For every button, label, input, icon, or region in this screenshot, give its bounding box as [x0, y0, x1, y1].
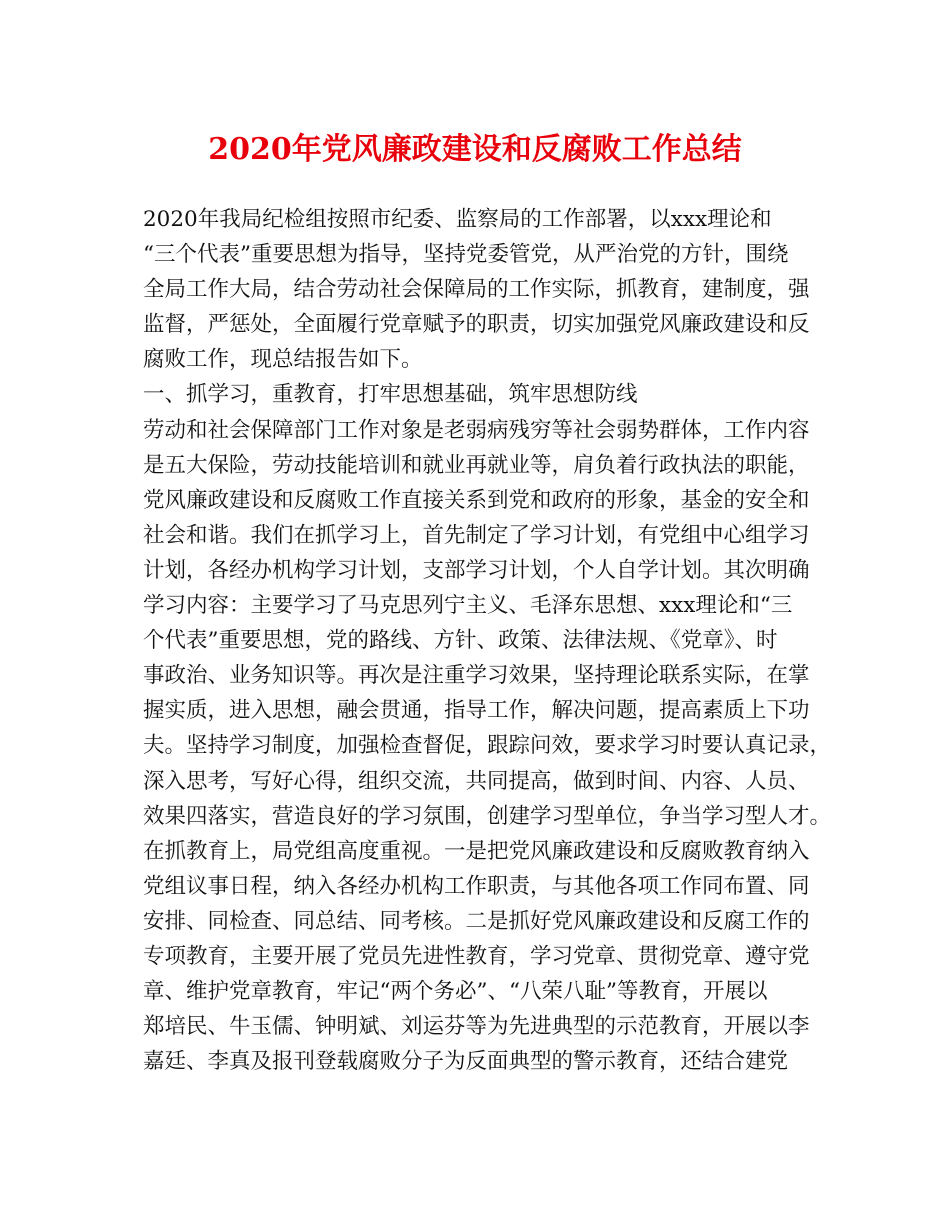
text-line: 章、维护党章教育，牢记“两个务必”、“八荣八耻”等教育，开展以	[143, 979, 768, 1005]
text-line: 党风廉政建设和反腐败工作直接关系到党和政府的形象，基金的安全和	[143, 487, 810, 513]
text-line: 深入思考，写好心得，组织交流，共同提高，做到时间、内容、人员、	[143, 768, 810, 794]
text-line: 嘉廷、李真及报刊登载腐败分子为反面典型的警示教育，还结合建党	[143, 1049, 789, 1075]
text-line: 2020年我局纪检组按照市纪委、监察局的工作部署，以xxx理论和	[143, 207, 772, 232]
text-line: 郑培民、牛玉儒、钟明斌、刘运芬等为先进典型的示范教育，开展以李	[143, 1014, 810, 1040]
text-line: 效果四落实，营造良好的学习氛围，创建学习型单位，争当学习型人才。	[143, 803, 832, 829]
text-line: 个代表”重要思想，党的路线、方针、政策、法律法规、《党章》、时	[143, 628, 778, 654]
text-line: 是五大保险，劳动技能培训和就业再就业等，肩负着行政执法的职能，	[143, 452, 810, 478]
text-line: 安排、同检查、同总结、同考核。二是抓好党风廉政建设和反腐工作的	[143, 908, 810, 934]
text-line: 计划，各经办机构学习计划，支部学习计划，个人自学计划。其次明确	[143, 557, 810, 583]
text-line: 腐败工作，现总结报告如下。	[143, 347, 423, 373]
text-line: 劳动和社会保障部门工作对象是老弱病残穷等社会弱势群体，工作内容	[143, 417, 810, 443]
text-line: 在抓教育上，局党组高度重视。一是把党风廉政建设和反腐败教育纳入	[143, 838, 810, 864]
text-line: 一、抓学习，重教育，打牢思想基础，筑牢思想防线	[143, 382, 638, 408]
document-body	[143, 202, 843, 1079]
text-line: 事政治、业务知识等。再次是注重学习效果，坚持理论联系实际，在掌	[143, 663, 810, 689]
text-line: 党组议事日程，纳入各经办机构工作职责，与其他各项工作同布置、同	[143, 873, 810, 899]
text-line: 社会和谐。我们在抓学习上，首先制定了学习计划，有党组中心组学习	[143, 522, 810, 548]
text-line: 学习内容：主要学习了马克思列宁主义、毛泽东思想、xxx理论和“三	[143, 593, 793, 619]
text-line: 专项教育，主要开展了党员先进性教育，学习党章、贯彻党章、遵守党	[143, 943, 810, 969]
document-title: 2020年党风廉政建设和反腐败工作总结	[208, 132, 742, 167]
text-line: 握实质，进入思想，融会贯通，指导工作，解决问题，提高素质上下功	[143, 698, 810, 724]
text-line: 监督，严惩处，全面履行党章赋予的职责，切实加强党风廉政建设和反	[143, 312, 810, 338]
text-line: 夫。坚持学习制度，加强检查督促，跟踪问效，要求学习时要认真记录，	[143, 733, 832, 759]
text-line: 全局工作大局，结合劳动社会保障局的工作实际，抓教育，建制度，强	[143, 277, 810, 303]
text-line: “三个代表”重要思想为指导，坚持党委管党，从严治党的方针，围绕	[143, 242, 789, 268]
